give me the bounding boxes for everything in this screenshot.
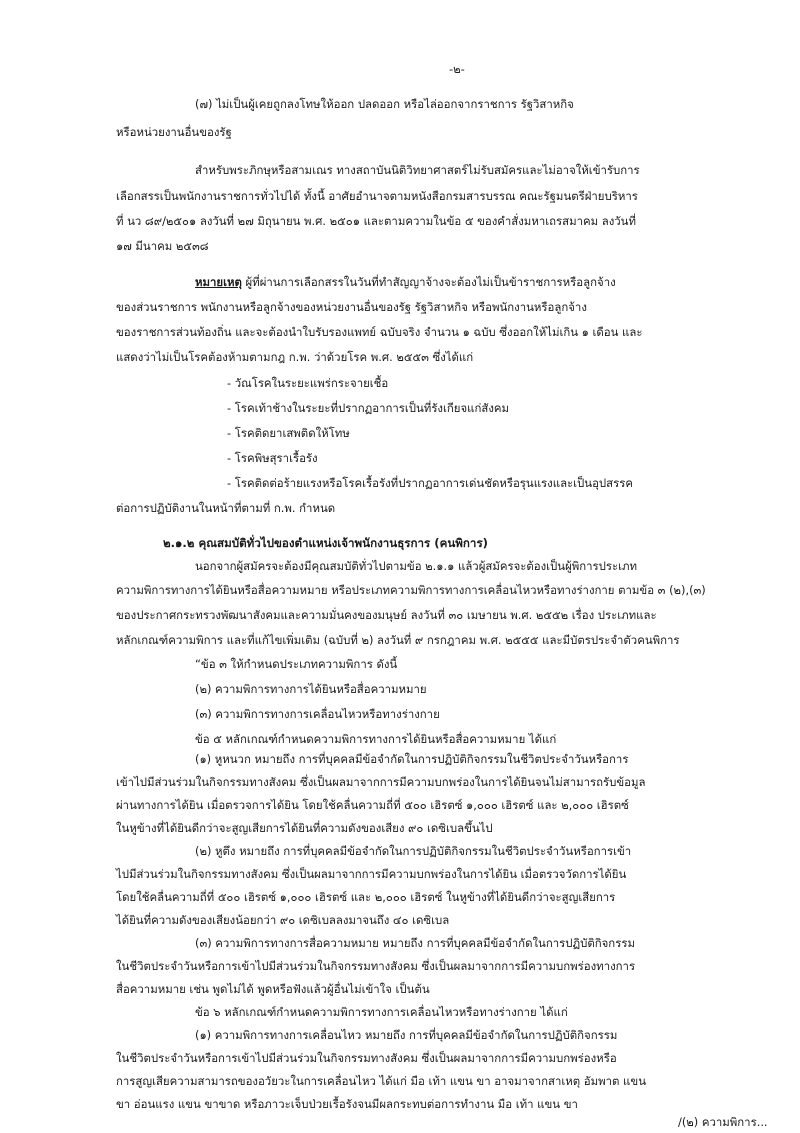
section-body-line3: ของประกาศกระทรวงพัฒนาสังคมและความมั่นคงของมนุษย์ ลงวันที่ ๓๐ เมษายน พ.ศ. ๒๕๕๒ เรื่อง ประเภทและ bbox=[116, 608, 657, 622]
section-heading: ๒.๑.๒ คุณสมบัติทั่วไปของตำแหน่งเจ้าพนักงานธุรการ (คนพิการ) bbox=[163, 536, 488, 550]
disease-item: - โรคเท้าช้างในระยะที่ปรากฏอาการเป็นที่รังเกียจแก่สังคม bbox=[227, 401, 510, 415]
clause5-intro: ข้อ ๕ หลักเกณฑ์กำหนดความพิการทางการได้ยินหรือสื่อความหมาย ได้แก่ bbox=[195, 732, 557, 746]
note-line4: แสดงว่าไม่เป็นโรคต้องห้ามตามกฎ ก.พ. ว่าด้วยโรค พ.ศ. ๒๕๕๓ ซึ่งได้แก่ bbox=[116, 350, 474, 364]
clause6-intro: ข้อ ๖ หลักเกณฑ์กำหนดความพิการทางการเคลื่อนไหวหรือทางร่างกาย ได้แก่ bbox=[195, 1005, 568, 1019]
movement-line: ขา อ่อนแรง แขน ขาขาด หรือภาวะเจ็บป่วยเรื้อรังจนมีผลกระทบต่อการทำงาน มือ เท้า แขน ขา bbox=[116, 1097, 578, 1111]
communication-line: ในชีวิตประจำวันหรือการเข้าไปมีส่วนร่วมในกิจกรรมทางสังคม ซึ่งเป็นผลมาจากการมีความบกพร่องทางการ bbox=[116, 959, 636, 973]
movement-line: ในชีวิตประจำวันหรือการเข้าไปมีส่วนร่วมในกิจกรรมทางสังคม ซึ่งเป็นผลมาจากการมีความบกพร่องหรือ bbox=[116, 1051, 617, 1065]
deaf-line: (๑) หูหนวก หมายถึง การที่บุคคลมีข้อจำกัดในการปฏิบัติกิจกรรมในชีวิตประจำวันหรือการ bbox=[195, 752, 629, 766]
monks-line1: สำหรับพระภิกษุหรือสามเณร ทางสถาบันนิติวิทยาศาสตร์ไม่รับสมัครและไม่อาจให้เข้ารับการ bbox=[195, 163, 640, 177]
hard-of-hearing-line: ได้ยินที่ความดังของเสียงน้อยกว่า ๙๐ เดซิเบลลงมาจนถึง ๔๐ เดซิเบล bbox=[116, 913, 450, 927]
section-body-line1: นอกจากผู้สมัครจะต้องมีคุณสมบัติทั่วไปตามข้อ ๒.๑.๑ แล้วผู้สมัครจะต้องเป็นผู้พิการประเภท bbox=[195, 559, 638, 573]
monks-line3: ที่ นว ๘๙/๒๕๐๑ ลงวันที่ ๒๗ มิถุนายน พ.ศ. ๒๕๐๑ และตามความในข้อ ๕ ของคำสั่งมหาเถรสมาคม ลงวันที่ bbox=[116, 214, 636, 228]
deaf-line: ผ่านทางการได้ยิน เมื่อตรวจการได้ยิน โดยใช้คลื่นความถี่ที่ ๕๐๐ เฮิรตซ์ ๑,๐๐๐ เฮิรตซ์ และ ๒,๐๐๐ เฮิรตซ์ bbox=[116, 798, 629, 812]
deaf-line: ในหูข้างที่ได้ยินดีกว่าจะสูญเสียการได้ยินที่ความดังของเสียง ๙๐ เดซิเบลขึ้นไป bbox=[116, 821, 493, 835]
clause3-item3: (๓) ความพิการทางการเคลื่อนไหวหรือทางร่างกาย bbox=[195, 707, 440, 721]
hard-of-hearing-line: ไปมีส่วนร่วมในกิจกรรมทางสังคม ซึ่งเป็นผลมาจากการมีความบกพร่องในการได้ยิน เมื่อตรวจวัดการได้ยิน bbox=[116, 867, 627, 881]
note-line3: ของราชการส่วนท้องถิ่น และจะต้องนำใบรับรองแพทย์ ฉบับจริง จำนวน ๑ ฉบับ ซึ่งออกให้ไม่เกิน ๑ เดือน และ bbox=[116, 325, 643, 339]
disease-item: - โรคติดยาเสพติดให้โทษ bbox=[227, 426, 350, 440]
hard-of-hearing-line: โดยใช้คลื่นความถี่ที่ ๕๐๐ เฮิรตซ์ ๑,๐๐๐ เฮิรตซ์ และ ๒,๐๐๐ เฮิรตซ์ ในหูข้างที่ได้ยินดีกว่าจะสูญเสียการ bbox=[116, 890, 616, 904]
disease-item: - โรคพิษสุราเรื้อรัง bbox=[227, 451, 318, 465]
page-number: -๒- bbox=[449, 62, 465, 76]
disease-item: - โรคติดต่อร้ายแรงหรือโรคเรื้อรังที่ปรากฏอาการเด่นชัดหรือรุนแรงและเป็นอุปสรรค bbox=[227, 476, 633, 490]
note-line1-rest: ผู้ที่ผ่านการเลือกสรรในวันที่ทำสัญญาจ้างจะต้องไม่เป็นข้าราชการหรือลูกจ้าง bbox=[241, 275, 616, 289]
continuation-footer: /(๒) ความพิการ... bbox=[678, 1115, 768, 1129]
section-body-line2: ความพิการทางการได้ยินหรือสื่อความหมาย หรือประเภทความพิการทางการเคลื่อนไหวหรือทางร่างกาย ตามข้อ ๓ (๒),(๓) bbox=[116, 583, 706, 597]
monks-line2: เลือกสรรเป็นพนักงานราชการทั่วไปได้ ทั้งนี้ อาศัยอำนาจตามหนังสือกรมสารบรรณ คณะรัฐมนตรีฝ่ายบริหาร bbox=[116, 189, 638, 203]
clause3-intro: “ข้อ ๓ ให้กำหนดประเภทความพิการ ดังนี้ bbox=[195, 657, 398, 671]
hard-of-hearing-line: (๒) หูตึง หมายถึง การที่บุคคลมีข้อจำกัดในการปฏิบัติกิจกรรมในชีวิตประจำวันหรือการเข้า bbox=[195, 844, 632, 858]
communication-line: (๓) ความพิการทางการสื่อความหมาย หมายถึง การที่บุคคลมีข้อจำกัดในการปฏิบัติกิจกรรม bbox=[195, 936, 635, 950]
item7-line1: (๗) ไม่เป็นผู้เคยถูกลงโทษให้ออก ปลดออก หรือไล่ออกจากราชการ รัฐวิสาหกิจ bbox=[195, 97, 574, 111]
disease-tail: ต่อการปฏิบัติงานในหน้าที่ตามที่ ก.พ. กำหนด bbox=[116, 501, 336, 515]
note-line2: ของส่วนราชการ พนักงานหรือลูกจ้างของหน่วยงานอื่นของรัฐ รัฐวิสาหกิจ หรือพนักงานหรือลูกจ้าง bbox=[116, 300, 587, 314]
note-label: หมายเหตุ bbox=[195, 275, 242, 289]
movement-line: การสูญเสียความสามารถของอวัยวะในการเคลื่อนไหว ได้แก่ มือ เท้า แขน ขา อาจมาจากสาเหตุ อัมพาต แขน bbox=[116, 1074, 646, 1088]
communication-line: สื่อความหมาย เช่น พูดไม่ได้ พูดหรือฟังแล้วผู้อื่นไม่เข้าใจ เป็นต้น bbox=[116, 982, 430, 996]
section-body-line4: หลักเกณฑ์ความพิการ และที่แก้ไขเพิ่มเติม (ฉบับที่ ๒) ลงวันที่ ๙ กรกฎาคม พ.ศ. ๒๕๕๕ และมีบัตรประจำตัวคนพิการ bbox=[116, 633, 680, 647]
note-line1 bbox=[195, 274, 616, 290]
clause3-item2: (๒) ความพิการทางการได้ยินหรือสื่อความหมาย bbox=[195, 682, 427, 696]
item7-line2: หรือหน่วยงานอื่นของรัฐ bbox=[116, 125, 232, 139]
deaf-line: เข้าไปมีส่วนร่วมในกิจกรรมทางสังคม ซึ่งเป็นผลมาจากการมีความบกพร่องในการได้ยินจนไม่สามารถรับข้อมูล bbox=[116, 775, 646, 789]
movement-line: (๑) ความพิการทางการเคลื่อนไหว หมายถึง การที่บุคคลมีข้อจำกัดในการปฏิบัติกิจกรรม bbox=[195, 1028, 618, 1042]
disease-item: - วัณโรคในระยะแพร่กระจายเชื้อ bbox=[227, 376, 389, 390]
monks-line4: ๑๗ มีนาคม ๒๕๓๘ bbox=[116, 239, 209, 253]
